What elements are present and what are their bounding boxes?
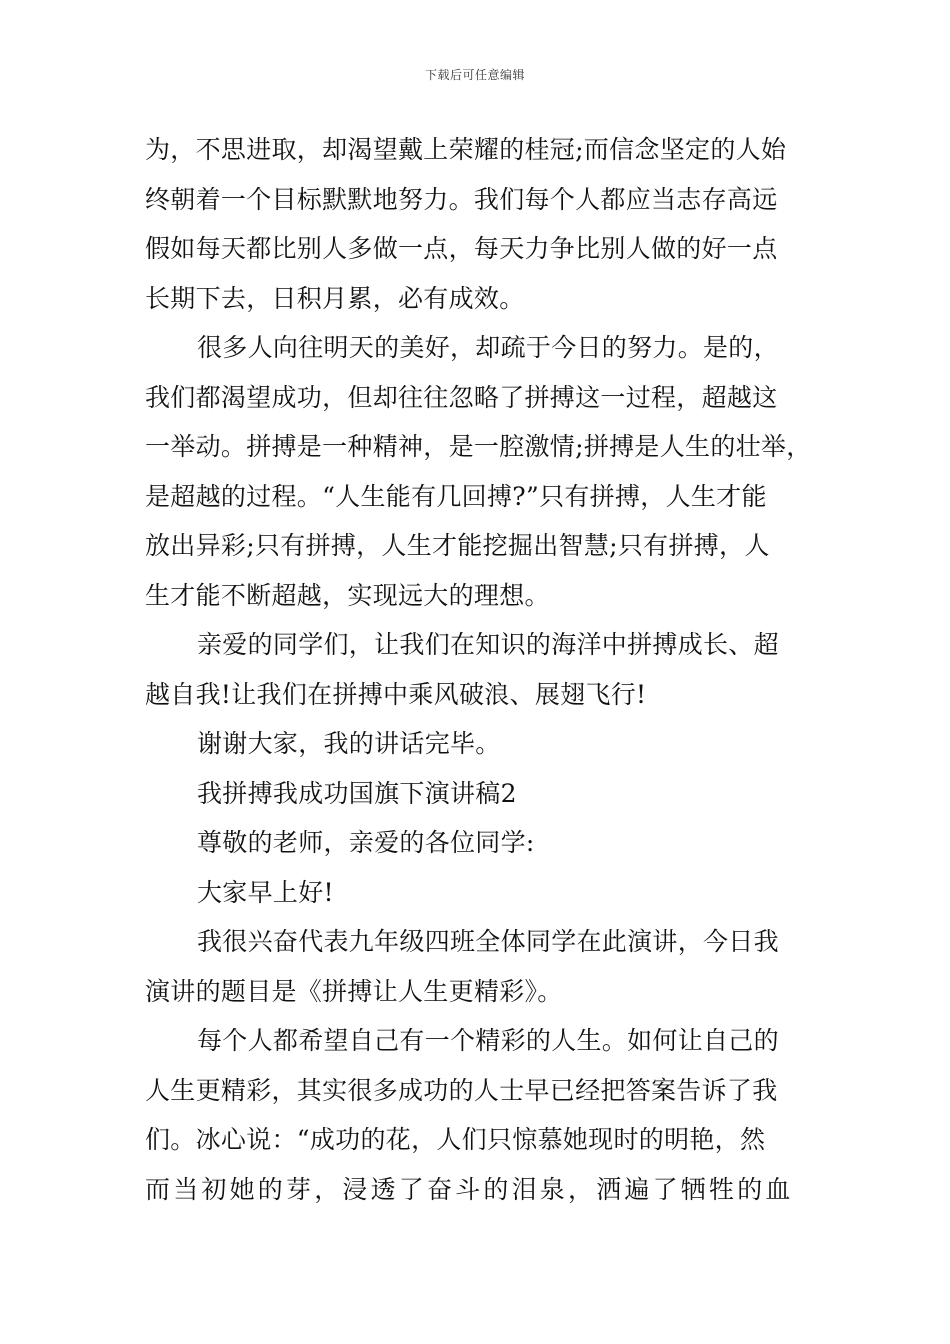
page-header-note: 下载后可任意编辑: [424, 68, 525, 82]
text-line: 我很兴奋代表九年级四班全体同学在此演讲，今日我: [197, 927, 779, 956]
text-line: 是超越的过程。“人生能有几回搏?”只有拼搏，人生才能: [145, 481, 767, 511]
text-line: 尊敬的老师，亲爱的各位同学:: [197, 828, 535, 857]
text-line: 亲爱的同学们，让我们在知识的海洋中拼搏成长、超: [197, 630, 779, 659]
text-line: 长期下去，日积月累，必有成效。: [145, 283, 525, 313]
document-body: [145, 128, 825, 1217]
text-line: 谢谢大家，我的讲话完毕。: [197, 729, 501, 758]
text-line: 人生更精彩，其实很多成功的人士早已经把答案告诉了我: [145, 1075, 778, 1105]
text-line: 终朝着一个目标默默地努力。我们每个人都应当志存高远: [145, 184, 778, 214]
text-line: 放出异彩;只有拼搏，人生才能挖掘出智慧;只有拼搏，人: [145, 531, 770, 560]
text-line: 一举动。拼搏是一种精神，是一腔激情;拼搏是人生的壮举，: [145, 432, 812, 461]
section-title: 我拼搏我成功国旗下演讲稿2: [197, 778, 517, 808]
text-line: 假如每天都比别人多做一点，每天力争比别人做的好一点: [145, 234, 778, 263]
text-line: 为，不思进取，却渴望戴上荣耀的桂冠;而信念坚定的人始: [145, 135, 787, 164]
text-line: 很多人向往明天的美好，却疏于今日的努力。是的，: [197, 333, 779, 362]
text-line: 越自我!让我们在拼搏中乘风破浪、展翅飞行!: [145, 679, 647, 709]
text-line: 生才能不断超越，实现远大的理想。: [145, 580, 550, 610]
text-line: 每个人都希望自己有一个精彩的人生。如何让自己的: [197, 1026, 779, 1055]
text-line: 演讲的题目是《拼搏让人生更精彩》。: [145, 976, 563, 1006]
text-line: 而当初她的芽，浸透了奋斗的泪泉，洒遍了牺牲的血: [145, 1174, 794, 1204]
text-line: 我们都渴望成功，但却往往忽略了拼搏这一过程，超越这: [145, 382, 778, 412]
text-line: 们。冰心说：“成功的花，人们只惊慕她现时的明艳，然: [145, 1125, 766, 1154]
text-line: 大家早上好!: [197, 877, 334, 907]
